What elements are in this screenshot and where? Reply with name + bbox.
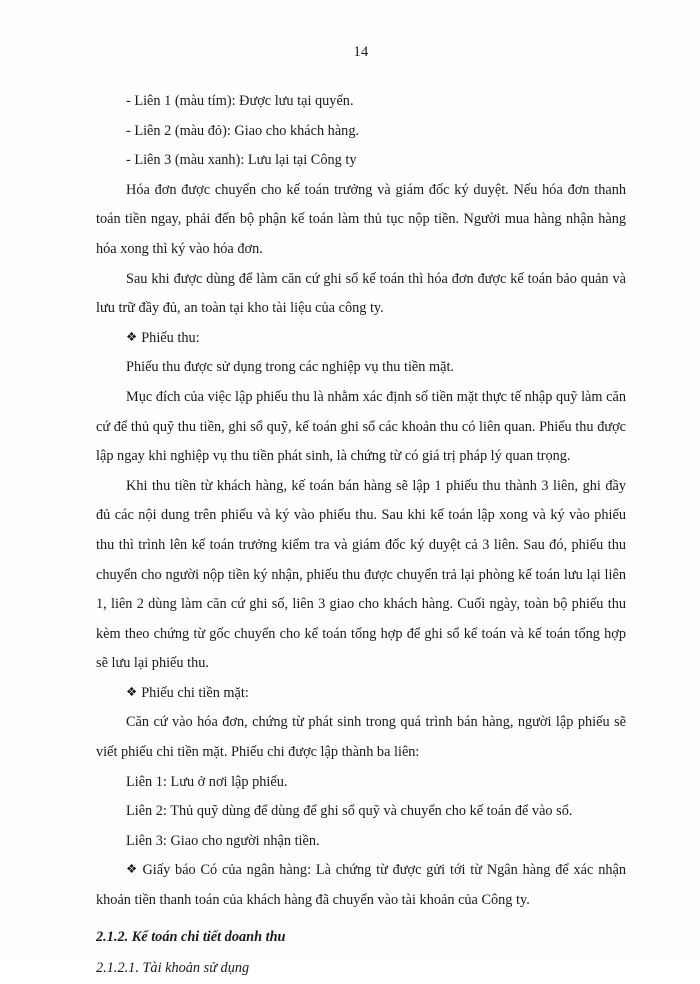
- document-body: [96, 87, 626, 984]
- paragraph: Liên 2: Thủ quỹ dùng để dùng để ghi sổ quỹ và chuyển cho kế toán để vào sổ.: [126, 803, 573, 820]
- bullet-list-item: [96, 679, 626, 709]
- list-item: - Liên 1 (màu tím): Được lưu tại quyển.: [126, 93, 354, 109]
- bullet-list-item-label: Giấy báo Có của ngân hàng: Là chứng từ được gửi tới từ Ngân hàng để xác nhận khoản tiền thanh toán của khách hàng đã chuyển vào tài khoản của Công ty.: [96, 862, 626, 909]
- paragraph: Mục đích của việc lập phiếu thu là nhằm xác định số tiền mặt thực tế nhập quỹ làm căn cứ để thủ quỹ thu tiền, ghi sổ quỹ, kế toán ghi sổ các khoản thu có liên quan. Phiếu thu được lập ngay khi nghiệp vụ thu tiền phát sinh, là chứng từ có giá trị pháp lý quan trọng.: [96, 388, 626, 465]
- paragraph: Sau khi được dùng để làm căn cứ ghi sổ kế toán thì hóa đơn được kế toán bảo quản và lưu trữ đầy đủ, an toàn tại kho tài liệu của công ty.: [96, 270, 626, 317]
- paragraph: Liên 3: Giao cho người nhận tiền.: [126, 832, 320, 849]
- spacer: [96, 916, 626, 918]
- diamond-bullet-icon: ❖: [126, 328, 138, 344]
- paragraph: Liên 1: Lưu ở nơi lập phiếu.: [126, 773, 288, 790]
- diamond-bullet-icon: ❖: [126, 683, 138, 699]
- list-item: - Liên 3 (màu xanh): Lưu lại tại Công ty: [126, 152, 357, 169]
- diamond-bullet-icon: ❖: [126, 861, 139, 877]
- paragraph: Phiếu thu được sử dụng trong các nghiệp vụ thu tiền mặt.: [126, 359, 455, 376]
- page-number: 14: [353, 44, 369, 60]
- bullet-list-item: [96, 856, 626, 915]
- list-item: - Liên 2 (màu đỏ): Giao cho khách hàng.: [126, 122, 360, 139]
- paragraph: Khi thu tiền từ khách hàng, kế toán bán hàng sẽ lập 1 phiếu thu thành 3 liên, ghi đầy đủ các nội dung trên phiếu và ký vào phiếu thu. Sau khi kế toán lập xong và ký vào phiếu thu thì trình lên kế toán trưởng kiểm tra và giám đốc ký duyệt cả 3 liên. Sau đó, phiếu thu chuyển cho người nộp tiền ký nhận, phiếu thu được chuyển trả lại phòng kế toán lưu lại liên 1, liên 2 dùng làm căn cứ ghi sổ, liên 3 giao cho khách hàng. Cuối ngày, toàn bộ phiếu thu kèm theo chứng từ gốc chuyển cho kế toán tổng hợp để ghi sổ kế toán và kế toán tổng hợp sẽ lưu lại phiếu thu.: [96, 477, 626, 672]
- paragraph: Hóa đơn được chuyển cho kế toán trưởng và giám đốc ký duyệt. Nếu hóa đơn thanh toán tiền ngay, phải đến bộ phận kế toán làm thủ tục nộp tiền. Người mua hàng nhận hàng hóa xong thì ký vào hóa đơn.: [96, 181, 626, 257]
- subsection-heading: 2.1.2.1. Tài khoản sử dụng: [96, 960, 250, 977]
- bullet-list-item: [96, 324, 626, 354]
- section-heading: 2.1.2. Kế toán chi tiết doanh thu: [96, 928, 286, 945]
- bullet-list-item-label: Phiếu thu:: [141, 329, 200, 346]
- bullet-list-item-label: Phiếu chi tiền mặt:: [141, 684, 249, 701]
- paragraph: Căn cứ vào hóa đơn, chứng từ phát sinh trong quá trình bán hàng, người lập phiếu sẽ viết phiếu chi tiền mặt. Phiếu chi được lập thành ba liên:: [96, 714, 626, 761]
